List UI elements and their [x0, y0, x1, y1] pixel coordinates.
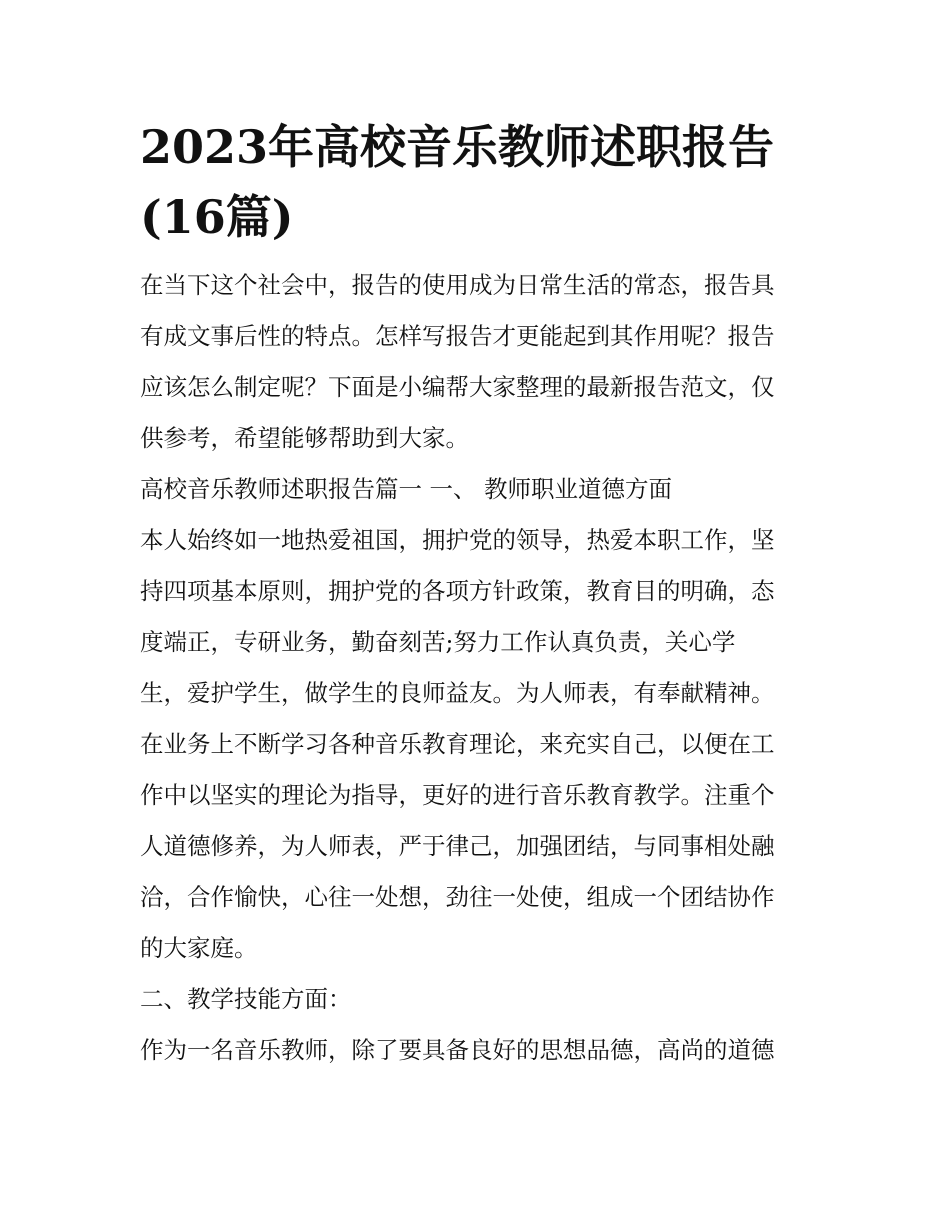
body-line-3: 应该怎么制定呢？下面是小编帮大家整理的最新报告范文，仅	[140, 373, 775, 401]
body-line-7: 持四项基本原则，拥护党的各项方针政策，教育目的明确，态	[140, 577, 775, 605]
body-line-14: 的大家庭。	[140, 934, 258, 962]
body-line-2: 有成文事后性的特点。怎样写报告才更能起到其作用呢？报告	[140, 322, 775, 350]
body-line-16: 作为一名音乐教师，除了要具备良好的思想品德，高尚的道德	[140, 1036, 775, 1064]
body-line-10: 在业务上不断学习各种音乐教育理论，来充实自己，以便在工	[140, 730, 775, 758]
body-line-11: 作中以坚实的理论为指导，更好的进行音乐教育教学。注重个	[140, 781, 775, 809]
body-line-6: 本人始终如一地热爱祖国，拥护党的领导，热爱本职工作，坚	[140, 526, 775, 554]
document-title	[140, 112, 812, 252]
body-line-4: 供参考，希望能够帮助到大家。	[140, 424, 469, 452]
section-heading-2: 二、教学技能方面：	[140, 985, 352, 1013]
body-line-1: 在当下这个社会中，报告的使用成为日常生活的常态，报告具	[140, 271, 775, 299]
title-line-2: (16篇)	[140, 190, 294, 244]
body-line-8: 度端正，专研业务，勤奋刻苦;努力工作认真负责，关心学	[140, 628, 736, 656]
body-line-13: 洽，合作愉快，心往一处想，劲往一处使，组成一个团结协作	[140, 883, 775, 911]
document-body	[140, 260, 812, 1076]
body-line-12: 人道德修养，为人师表，严于律己，加强团结，与同事相处融	[140, 832, 775, 860]
section-heading-1: 高校音乐教师述职报告篇一 一、 教师职业道德方面	[140, 475, 672, 503]
title-line-1: 2023年高校音乐教师述职报告	[140, 120, 775, 174]
body-line-9: 生，爱护学生，做学生的良师益友。为人师表，有奉献精神。	[140, 679, 775, 707]
document-content	[140, 112, 812, 1076]
